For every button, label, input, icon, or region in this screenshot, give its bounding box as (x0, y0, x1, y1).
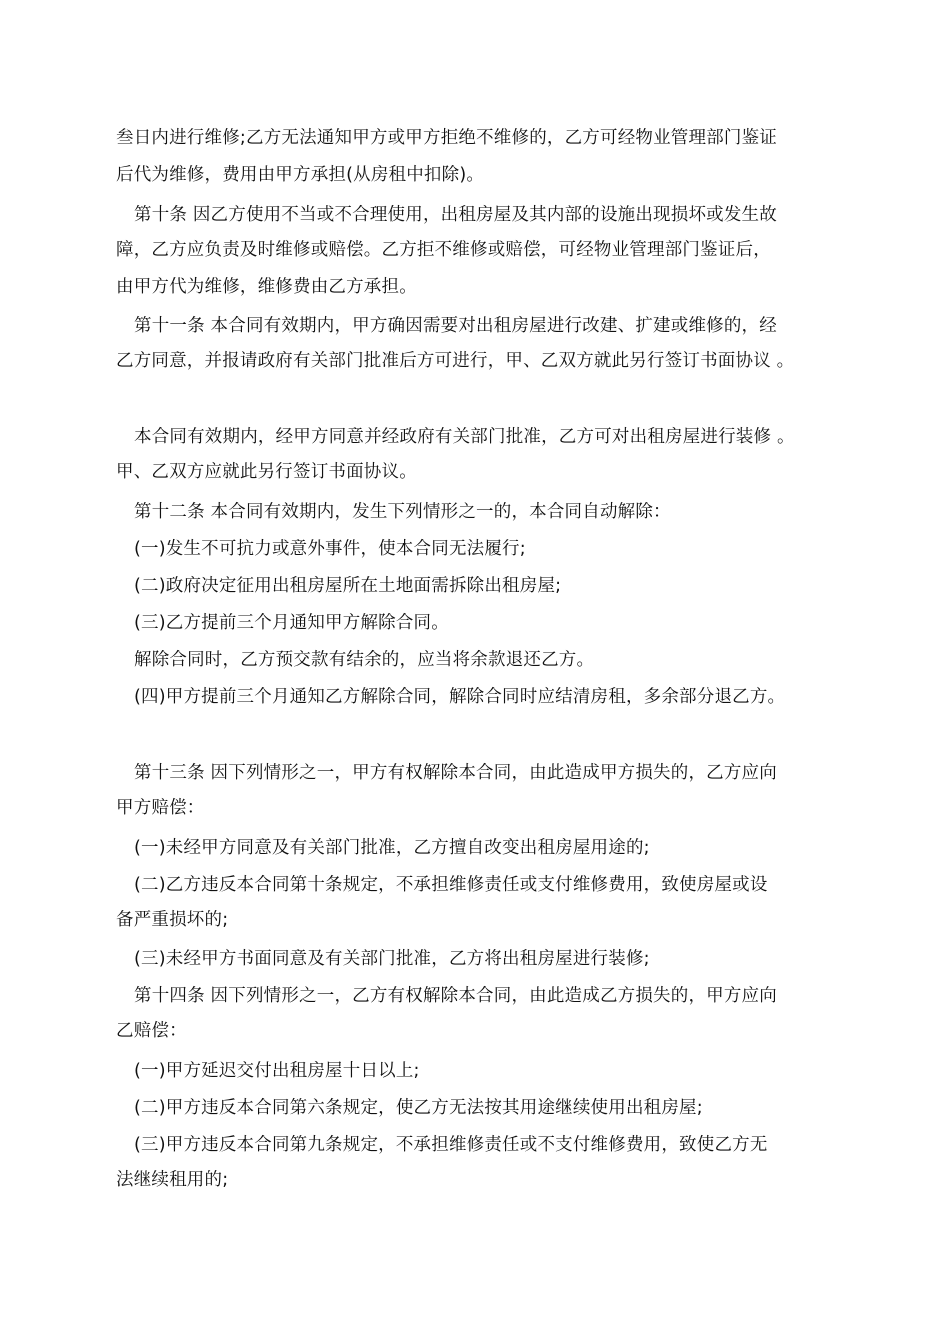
text-line: (三)未经甲方书面同意及有关部门批准，乙方将出租房屋进行装修; (134, 949, 650, 969)
text-line: 法继续租用的; (116, 1170, 229, 1190)
text-line: 由甲方代为维修，维修费由乙方承担。 (116, 277, 417, 297)
text-line: 第十条 因乙方使用不当或不合理使用，出租房屋及其内部的设施出现损坏或发生故 (134, 205, 777, 225)
text-line: (一)甲方延迟交付出租房屋十日以上; (134, 1061, 420, 1081)
text-line: 本合同有效期内，经甲方同意并经政府有关部门批准，乙方可对出租房屋进行装修 。 (134, 427, 795, 447)
text-line: (三)乙方提前三个月通知甲方解除合同。 (134, 613, 449, 633)
text-line: 叁日内进行维修;乙方无法通知甲方或甲方拒绝不维修的，乙方可经物业管理部门鉴证 (116, 128, 777, 148)
text-line: 第十三条 因下列情形之一，甲方有权解除本合同，由此造成甲方损失的，乙方应向 (134, 763, 777, 783)
text-line: 甲方赔偿： (116, 798, 205, 818)
text-line: 备严重损坏的; (116, 910, 229, 930)
text-line: 第十四条 因下列情形之一，乙方有权解除本合同，由此造成乙方损失的，甲方应向 (134, 986, 777, 1006)
text-line: (三)甲方违反本合同第九条规定，不承担维修责任或不支付维修费用，致使乙方无 (134, 1135, 768, 1155)
text-line: 甲、乙双方应就此另行签订书面协议。 (116, 462, 417, 482)
text-line: (二)政府决定征用出租房屋所在土地面需拆除出租房屋; (134, 576, 562, 596)
text-line: 乙方同意，并报请政府有关部门批准后方可进行，甲、乙双方就此另行签订书面协议 。 (116, 351, 795, 371)
text-line: (一)发生不可抗力或意外事件，使本合同无法履行; (134, 539, 526, 559)
text-line: 后代为维修，费用由甲方承担(从房租中扣除)。 (116, 165, 485, 185)
text-line: (四)甲方提前三个月通知乙方解除合同，解除合同时应结清房租，多余部分退乙方。 (134, 687, 786, 707)
text-line: (二)甲方违反本合同第六条规定，使乙方无法按其用途继续使用出租房屋; (134, 1098, 703, 1118)
text-line: (一)未经甲方同意及有关部门批准，乙方擅自改变出租房屋用途的; (134, 838, 650, 858)
text-line: (二)乙方违反本合同第十条规定，不承担维修责任或支付维修费用，致使房屋或设 (134, 875, 768, 895)
text-line: 第十一条 本合同有效期内，甲方确因需要对出租房屋进行改建、扩建或维修的，经 (134, 316, 777, 336)
text-line: 乙赔偿： (116, 1021, 187, 1041)
text-line: 障，乙方应负责及时维修或赔偿。乙方拒不维修或赔偿，可经物业管理部门鉴证后， (116, 240, 771, 260)
text-line: 第十二条 本合同有效期内，发生下列情形之一的，本合同自动解除： (134, 502, 671, 522)
text-line: 解除合同时，乙方预交款有结余的，应当将余款退还乙方。 (134, 650, 595, 670)
